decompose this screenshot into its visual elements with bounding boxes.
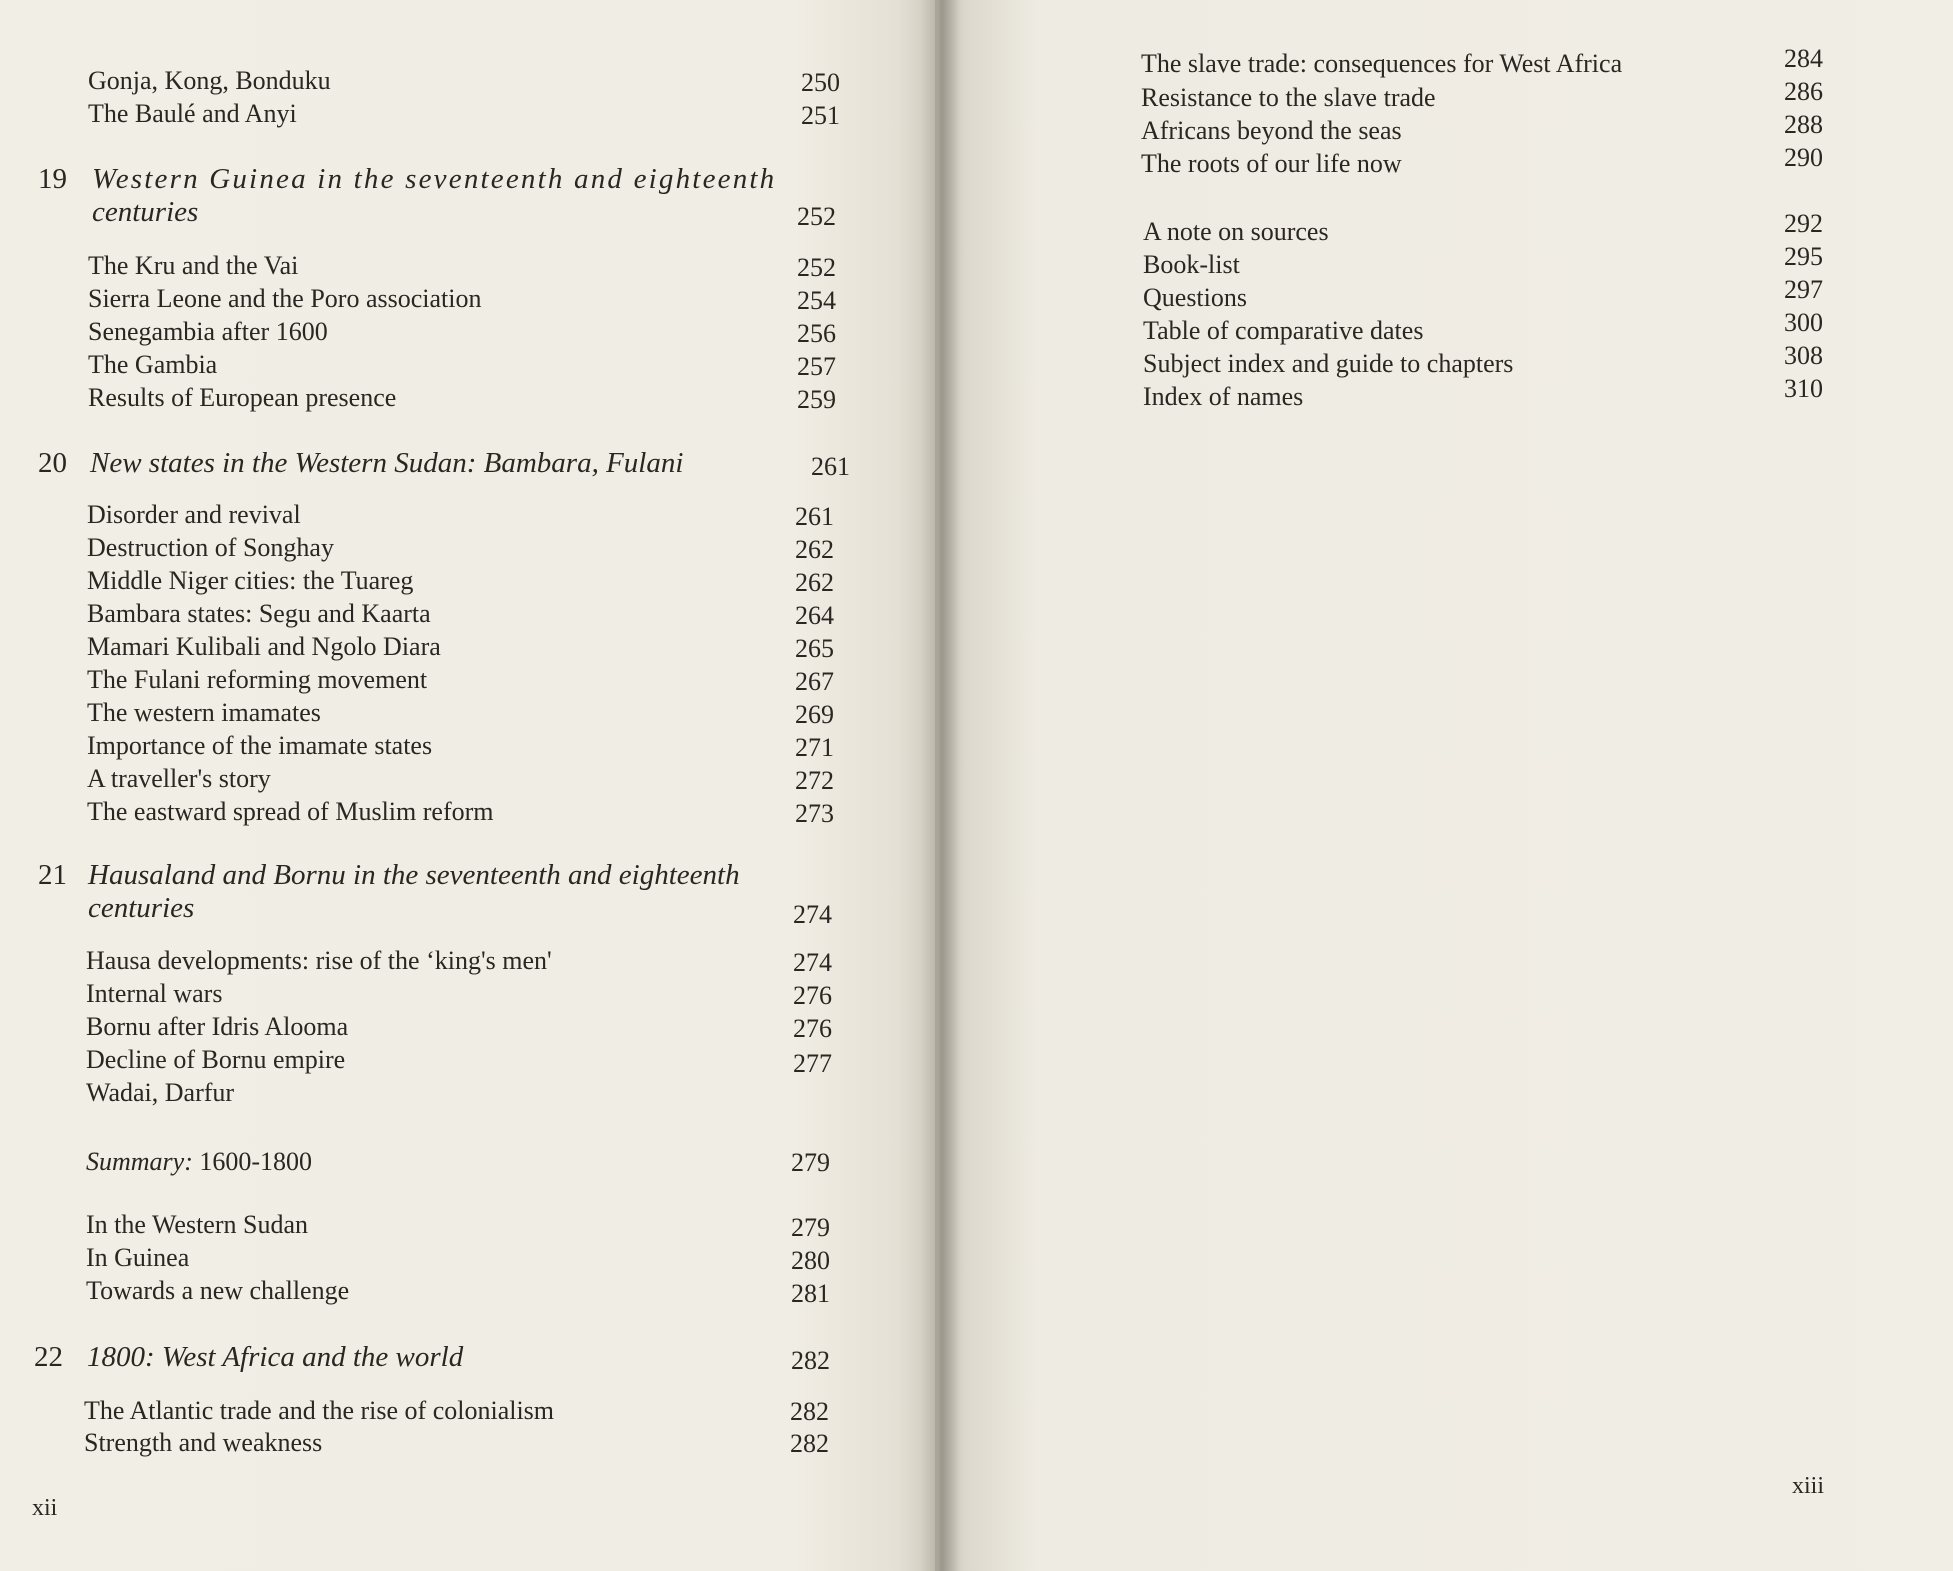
toc-entry-title: Destruction of Songhay [87, 533, 334, 562]
toc-entry-title: Towards a new challenge [86, 1276, 350, 1305]
toc-entry-page: 252 [797, 253, 836, 282]
chapter-title-continued: centuries [92, 196, 199, 228]
toc-entry-title: The eastward spread of Muslim reform [87, 797, 494, 826]
toc-entry-page: 279 [791, 1213, 830, 1242]
toc-entry-page: 282 [790, 1429, 829, 1458]
toc-entry-title: Sierra Leone and the Poro association [88, 284, 482, 313]
toc-entry-page: 265 [795, 634, 834, 663]
page-folio: xii [32, 1495, 58, 1521]
toc-entry-page: 281 [791, 1279, 830, 1308]
toc-entry-page: 286 [1784, 77, 1823, 106]
chapter-number: 22 [34, 1341, 63, 1373]
toc-entry-title: The Gambia [88, 350, 218, 379]
toc-entry-title: Subject index and guide to chapters [1143, 349, 1514, 378]
toc-entry-title: Importance of the imamate states [87, 731, 433, 760]
toc-entry-page: 310 [1784, 374, 1823, 403]
chapter-page: 252 [797, 202, 836, 231]
toc-entry-page: 292 [1784, 209, 1823, 238]
toc-entry-title: Strength and weakness [84, 1428, 323, 1457]
chapter-title: 1800: West Africa and the world [87, 1341, 464, 1373]
toc-entry-page: 256 [797, 319, 836, 348]
toc-entry-page: 271 [795, 733, 834, 762]
toc-entry-title: Disorder and revival [87, 500, 301, 529]
toc-entry-title: The Baulé and Anyi [88, 99, 297, 128]
toc-entry-page: 308 [1784, 341, 1823, 370]
summary-period: 1600-1800 [199, 1147, 313, 1176]
toc-entry-page: 288 [1784, 110, 1823, 139]
toc-entry-title: The Fulani reforming movement [87, 665, 428, 694]
toc-entry-title: Results of European presence [88, 383, 397, 412]
toc-entry-page: 295 [1784, 242, 1823, 271]
chapter-title-continued: centuries [88, 892, 195, 924]
toc-entry-title: A note on sources [1143, 217, 1329, 246]
toc-entry-page: 280 [791, 1246, 830, 1275]
toc-entry-title: The slave trade: consequences for West Africa [1141, 49, 1623, 78]
toc-entry-page: 264 [795, 601, 834, 630]
toc-entry-title: A traveller's story [87, 764, 271, 793]
toc-entry-title: Mamari Kulibali and Ngolo Diara [87, 632, 441, 661]
toc-entry-page: 297 [1784, 275, 1823, 304]
toc-entry-page: 300 [1784, 308, 1823, 337]
toc-entry-page: 276 [793, 981, 832, 1010]
toc-entry-title: Senegambia after 1600 [88, 317, 328, 346]
toc-entry-title: Book-list [1143, 250, 1240, 279]
toc-entry-title: Table of comparative dates [1143, 316, 1424, 345]
summary-page: 279 [791, 1148, 830, 1177]
toc-entry-title: The western imamates [87, 698, 321, 727]
toc-entry-page: 257 [797, 352, 836, 381]
toc-entry-page: 282 [790, 1397, 829, 1426]
toc-entry-title: Resistance to the slave trade [1141, 83, 1436, 112]
toc-entry-page: 261 [795, 502, 834, 531]
chapter-title: New states in the Western Sudan: Bambara, Fulani [90, 447, 684, 479]
toc-entry-page: 262 [795, 535, 834, 564]
chapter-page: 274 [793, 900, 832, 929]
page-folio: xiii [1791, 1473, 1824, 1499]
chapter-title: Hausaland and Bornu in the seventeenth and eighteenth [88, 859, 740, 891]
chapter-number: 19 [38, 163, 67, 195]
toc-entry-page: 267 [795, 667, 834, 696]
toc-entry-title: Questions [1143, 283, 1247, 312]
toc-entry-title: In the Western Sudan [86, 1210, 308, 1239]
toc-entry-title: The roots of our life now [1141, 149, 1402, 178]
toc-entry-title: Hausa developments: rise of the ‘king's men' [86, 946, 552, 975]
toc-entry-page: 250 [801, 68, 840, 97]
toc-entry-page: 254 [797, 286, 836, 315]
chapter-title: Western Guinea in the seventeenth and eighteenth [92, 163, 777, 195]
toc-entry-title: Gonja, Kong, Bonduku [88, 66, 331, 95]
toc-entry-page: 259 [797, 385, 836, 414]
toc-entry-title: The Kru and the Vai [88, 251, 299, 280]
toc-entry-title: Middle Niger cities: the Tuareg [87, 566, 414, 595]
toc-entry-title: Internal wars [86, 979, 223, 1008]
toc-entry-title: Africans beyond the seas [1141, 116, 1402, 145]
toc-entry-title: Index of names [1143, 382, 1304, 411]
chapter-page: 261 [811, 452, 850, 481]
toc-entry-page: 273 [795, 799, 834, 828]
toc-entry-page: 269 [795, 700, 834, 729]
toc-entry-page: 277 [793, 1049, 832, 1078]
toc-entry-title: Bambara states: Segu and Kaarta [87, 599, 431, 628]
chapter-number: 20 [38, 447, 67, 479]
toc-entry-page: 290 [1784, 143, 1823, 172]
toc-entry-page: 274 [793, 948, 832, 977]
chapter-page: 282 [791, 1346, 830, 1375]
toc-entry-page: 272 [795, 766, 834, 795]
toc-entry-title: In Guinea [86, 1243, 190, 1272]
toc-entry-title: Wadai, Darfur [86, 1078, 235, 1107]
toc-entry-title: The Atlantic trade and the rise of colonialism [84, 1396, 555, 1425]
left-page [0, 0, 935, 1571]
toc-entry-title: Decline of Bornu empire [86, 1045, 346, 1074]
right-page [935, 0, 1953, 1571]
toc-entry-page: 276 [793, 1014, 832, 1043]
toc-entry-page: 262 [795, 568, 834, 597]
toc-entry-title: Bornu after Idris Alooma [86, 1012, 349, 1041]
toc-entry-page: 251 [801, 101, 840, 130]
toc-entry-page: 284 [1784, 44, 1823, 73]
summary-label: Summary: [86, 1147, 193, 1176]
book-gutter [920, 0, 960, 1571]
summary-heading [86, 1147, 312, 1177]
chapter-number: 21 [38, 859, 67, 891]
